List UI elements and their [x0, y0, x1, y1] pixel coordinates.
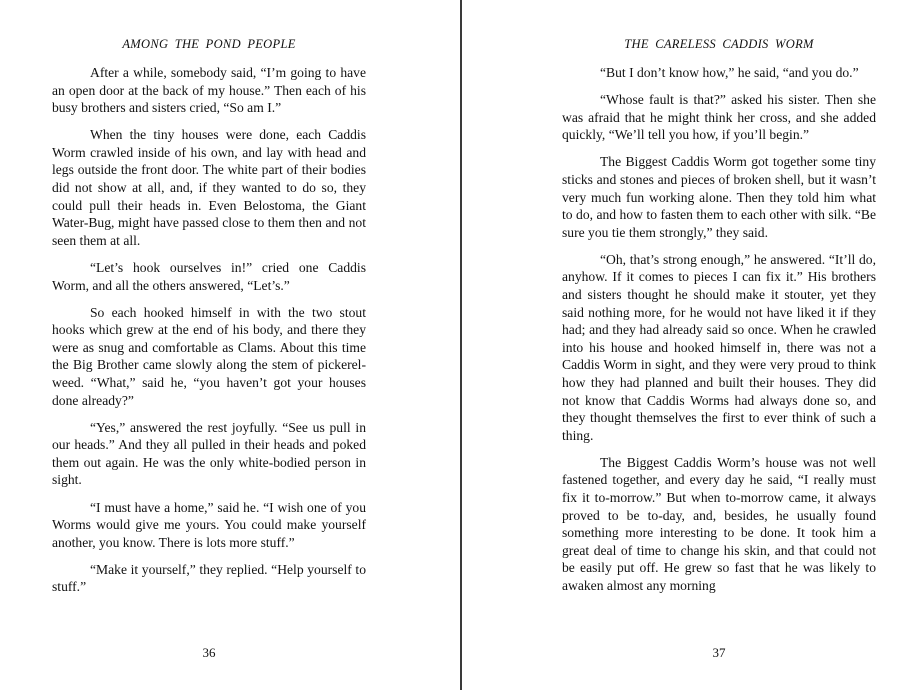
- left-page: [52, 0, 366, 690]
- paragraph: “I must have a home,” said he. “I wish one of you Worms would give me yours. You could make yourself another, you know. There is lots more stuff.”: [52, 499, 366, 550]
- left-running-head: AMONG THE POND PEOPLE: [122, 37, 296, 51]
- paragraph: When the tiny houses were done, each Caddis Worm crawled inside of his own, and lay with head and legs outside the front door. The white part of their bodies did not show at all, and, if they wanted to do so, they could pull their heads in. Even Belostoma, the Giant Water-Bug, might have passed close to them then and not seen them at all.: [52, 127, 366, 248]
- right-page-number: 37: [712, 645, 726, 660]
- book-gutter-divider: [460, 0, 462, 690]
- paragraph: The Biggest Caddis Worm got together some tiny sticks and stones and pieces of broken shell, but it wasn’t very much fun working alone. Then they told him what to do, and how to fasten them to each other with silk. “Be sure you tie them strongly,” they said.: [562, 154, 876, 240]
- paragraph: “Oh, that’s strong enough,” he answered. “It’ll do, anyhow. If it comes to pieces I can fix it.” His brothers and sisters thought he should make it stouter, yet they said nothing more, for he would not have liked it if they had; and they had already said so once. When he crawled into his house and hooked himself in, there was not a Caddis Worm in sight, and they were very proud to think how they had planned and built their houses. They did not know that Caddis Worms had always done so, and they thought themselves the first to ever think of such a thing.: [562, 251, 876, 443]
- paragraph: “Whose fault is that?” asked his sister. Then she was afraid that he might think her cross, and she added quickly, “We’ll tell you how, if you’ll begin.”: [562, 92, 876, 143]
- paragraph: “Make it yourself,” they replied. “Help yourself to stuff.”: [52, 561, 366, 595]
- paragraph: So each hooked himself in with the two stout hooks which grew at the end of his body, and there they were as snug and comfortable as Clams. About this time the Big Brother came slowly along the stem of pickerel-weed. “What,” said he, “you haven’t got your houses done already?”: [52, 304, 366, 408]
- left-page-number: 36: [202, 645, 216, 660]
- right-page-text: [562, 64, 876, 604]
- paragraph: “Yes,” answered the rest joyfully. “See us pull in our heads.” And they all pulled in their heads and poked them out again. He was the only white-bodied person in sight.: [52, 419, 366, 488]
- left-page-text: [52, 64, 366, 606]
- right-running-head: THE CARELESS CADDIS WORM: [624, 37, 814, 51]
- paragraph: The Biggest Caddis Worm’s house was not well fastened together, and every day he said, “I really must fix it to-morrow.” But when to-morrow came, it always proved to be to-day, and, besides, he usually found something more interesting to be done. It took him a great deal of time to change his skin, and that could not be easily put off. He grew so fast that he was likely to awaken almost any morning: [562, 454, 876, 594]
- paragraph: “But I don’t know how,” he said, “and you do.”: [600, 65, 859, 80]
- right-page: [562, 0, 876, 690]
- paragraph: After a while, somebody said, “I’m going to have an open door at the back of my house.” Then each of his busy brothers and sisters cried, “So am I.”: [52, 65, 366, 116]
- paragraph: “Let’s hook ourselves in!” cried one Caddis Worm, and all the others answered, “Let’s.”: [52, 259, 366, 293]
